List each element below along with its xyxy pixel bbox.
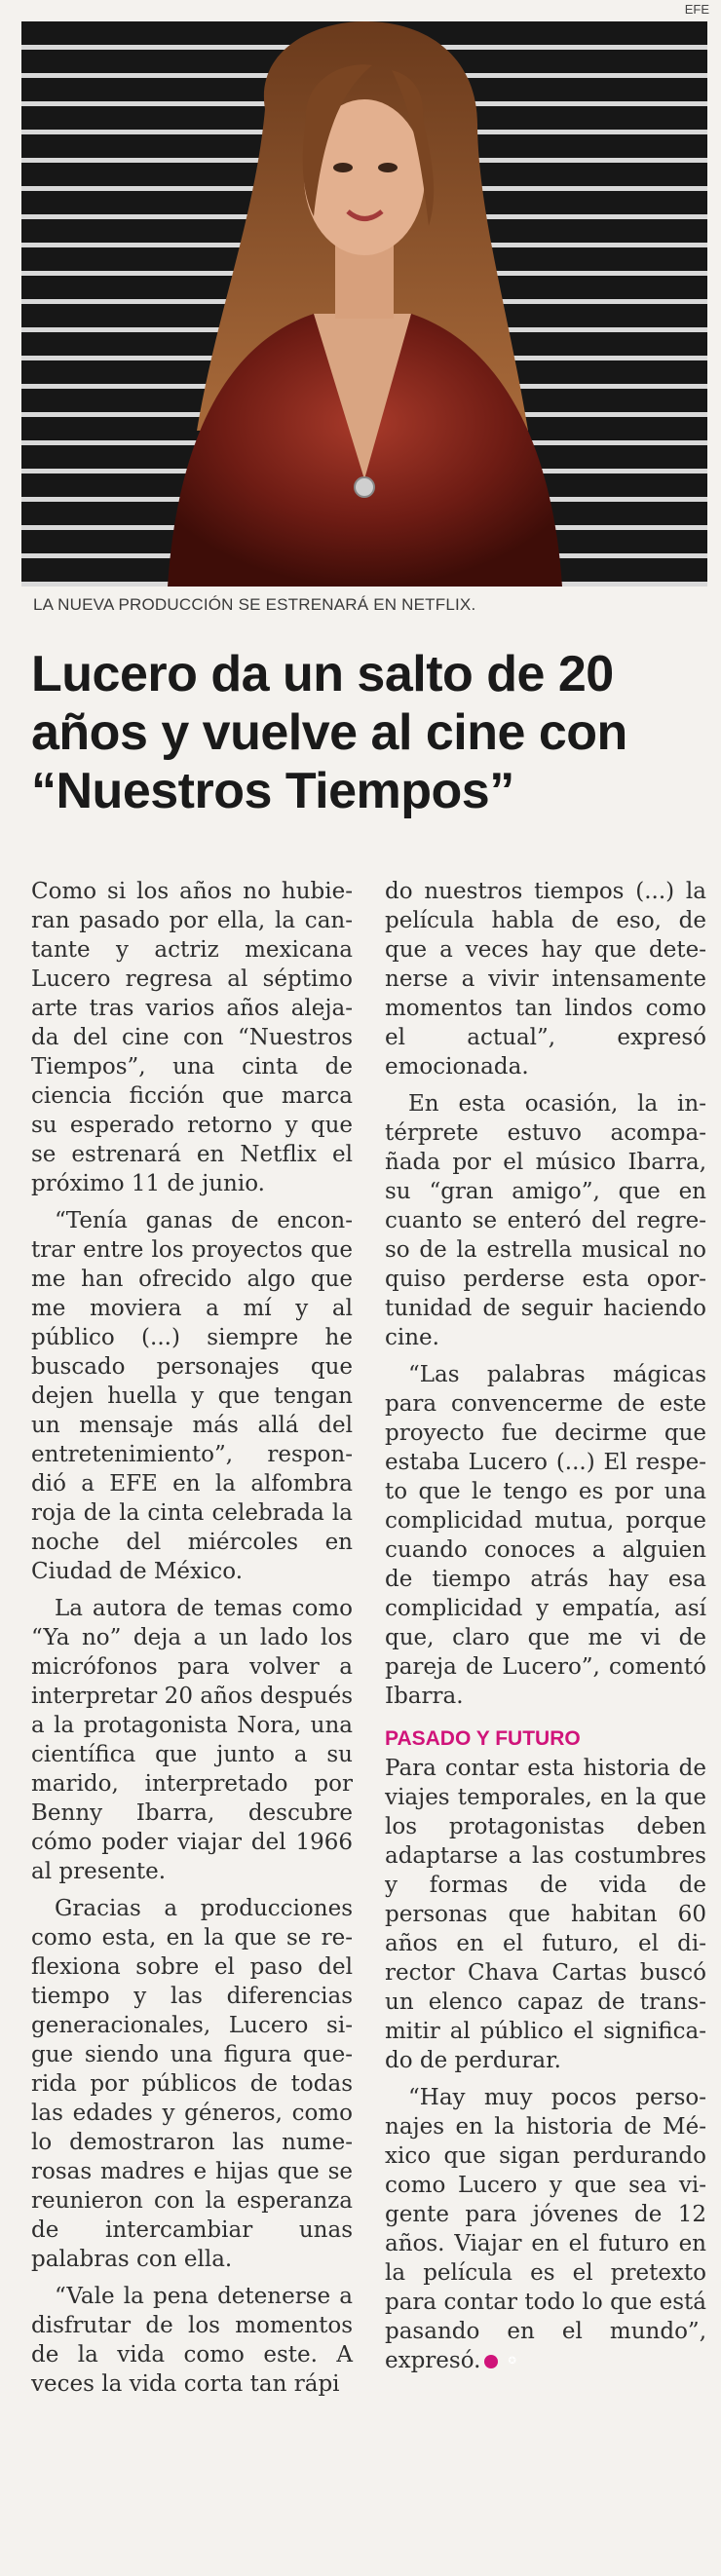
article-paragraph: Gracias a producciones como esta, en la que se reflexiona sobre el paso del tiempo y las diferencias generacionales, Lucero sigue siendo una figura querida por públicos de todas las edades y géneros, como lo demostraron las numerosas madres e hijas que se reunieron con la esperanza de intercambiar unas palabras con ella. [31,1896,353,2272]
article-paragraph: “Tenía ganas de encontrar entre los proyectos que me han ofrecido algo que me moviera a mí y al público (...) siempre he buscado personajes que dejen huella y que tengan un mensaje más allá del entretenimiento”, respondió a EFE en la alfombra roja de la cinta celebrada la noche del miércoles en Ciudad de México. [31,1208,353,1584]
article-paragraph: do nuestros tiempos (...) la película habla de eso, de que a veces hay que detenerse a vivir intensamente momentos tan lindos como el actual”, expresó emocionada. [385,879,706,1080]
article-headline [31,645,703,820]
end-of-article-icon: ✪ [484,2355,498,2368]
article-photo [21,21,707,587]
article-paragraph: En esta ocasión, la intérprete estuvo acompañada por el músico Ibarra, su “gran amigo”, que en cuanto se enteró del regreso de la estrella musical no quiso perderse esta oportunidad de seguir haciendo cine. [385,1091,706,1350]
photo-credit: EFE [684,2,709,17]
headline-line: Lucero da un salto de 20 [31,646,614,702]
article-paragraph: “Vale la pena detenerse a disfrutar de los momentos de la vida como este. A veces la vida corta tan rápi [31,2284,353,2397]
article-paragraph: Para contar esta historia de viajes temporales, en la que los protagonistas deben adaptarse a las costumbres y formas de vida de personas que habitan 60 años en el futuro, el director Chava Cartas buscó un elenco capaz de transmitir al público el significado de perdurar. [385,1756,706,2073]
article-paragraph: La autora de temas como “Ya no” deja a un lado los micrófonos para volver a interpretar 20 años después a la protagonista Nora, una científica que junto a su marido, interpretado por Benny Ibarra, descubre cómo poder viajar del 1966 al presente. [31,1596,353,1884]
headline-line: años y vuelve al cine con [31,704,627,761]
article-paragraph [385,2083,706,2375]
article-paragraph-text: “Hay muy pocos personajes en la historia de México que sigan perdurando como Lucero y que sea vigente para jóvenes de 12 años. Viajar en el futuro en la película es el pretexto para contar todo lo que está pasando en el mundo”, expresó. [385,2085,706,2373]
article-column-left [31,877,353,2406]
section-subhead: PASADO Y FUTURO [385,1727,581,1750]
woman-portrait-illustration [21,21,707,587]
photo-caption: LA NUEVA PRODUCCIÓN SE ESTRENARÁ EN NETFLIX. [33,595,476,614]
article-paragraph: “Las palabras mágicas para convencerme de este proyecto fue decirme que estaba Lucero (...) El respeto que le tengo es por una complicidad mutua, porque cuando conoces a alguien de tiempo atrás hay esa complicidad y empatía, así que, claro que me vi de pareja de Lucero”, comentó Ibarra. [385,1362,706,1709]
article-paragraph: Como si los años no hubieran pasado por ella, la cantante y actriz mexicana Lucero regresa al séptimo arte tras varios años alejada del cine con “Nuestros Tiempos”, una cinta de ciencia ficción que marca su esperado retorno y que se estrenará en Netflix el próximo 11 de junio. [31,879,353,1196]
headline-line: “Nuestros Tiempos” [31,763,514,819]
article-column-right [385,877,706,2383]
